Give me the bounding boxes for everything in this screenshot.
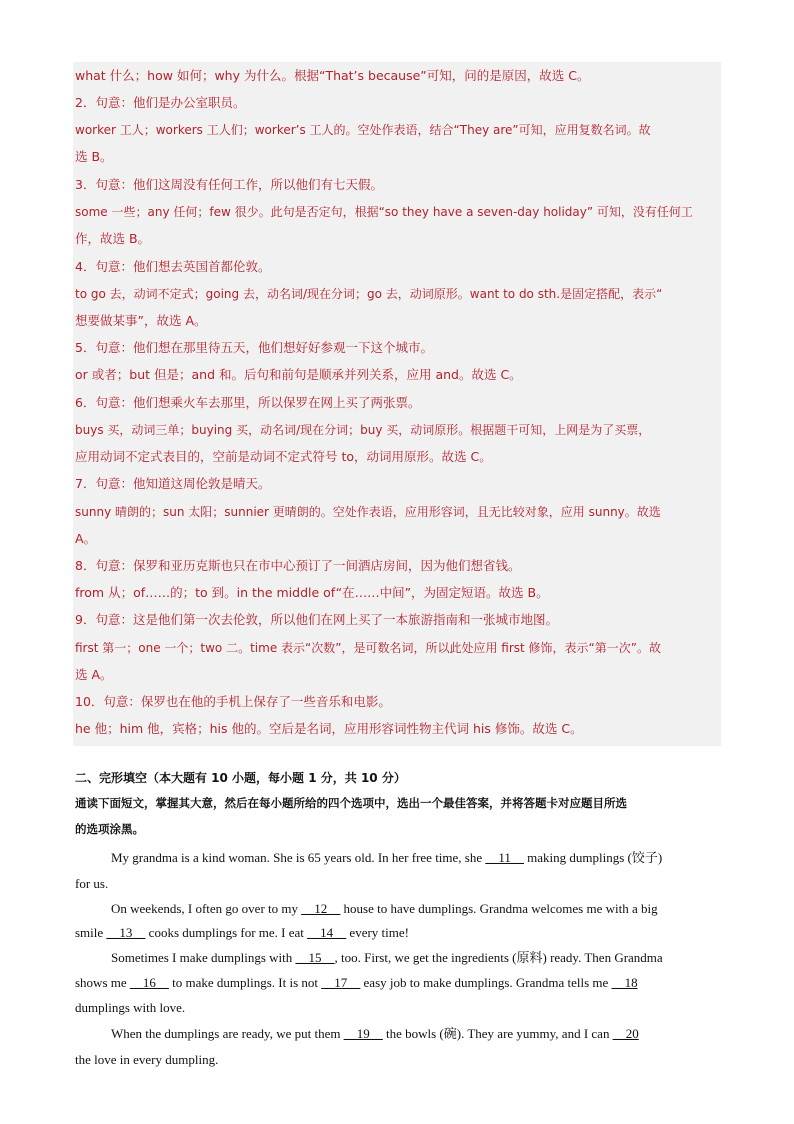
answer-line: what 什么；how 如何；why 为什么。根据“That’s because”可知，问的是原因，故选 C。 xyxy=(75,68,590,83)
answer-line: worker 工人；workers 工人们；worker’s 工人的。空处作表语，结合“They are”可知，应用复数名词。故 xyxy=(75,123,651,137)
answer-line: 8．句意：保罗和亚历克斯也只在市中心预订了一间酒店房间，因为他们想省钱。 xyxy=(75,558,521,573)
blank-20: __20 xyxy=(612,1026,639,1041)
blank-17: __17__ xyxy=(321,975,361,990)
answer-line: some 一些；any 任何；few 很少。此句是否定句，根据“so they have a seven-day holiday” 可知，没有任何工 xyxy=(75,205,693,219)
section-title: 二、完形填空（本大题有 10 小题，每小题 1 分，共 10 分） xyxy=(75,771,406,785)
answer-line: 3．句意：他们这周没有任何工作，所以他们有七天假。 xyxy=(75,177,383,192)
answer-line: or 或者；but 但是；and 和。后句和前句是顺承并列关系，应用 and。故选 C。 xyxy=(75,367,522,382)
blank-19: __19__ xyxy=(343,1026,383,1041)
section-instructions: 通读下面短文，掌握其大意，然后在每小题所给的四个选项中，选出一个最佳答案，并将答题卡对应题目所选 xyxy=(75,796,627,810)
answer-line: first 第一；one 一个；two 二。time 表示“次数”，是可数名词，所以此处应用 first 修饰，表示“第一次”。故 xyxy=(75,641,661,655)
blank-11: __11__ xyxy=(485,850,524,865)
passage-line: On weekends, I often go over to my __12__ house to have dumplings. Grandma welcomes me with a big xyxy=(111,901,658,916)
section-instructions: 的选项涂黑。 xyxy=(75,822,144,836)
blank-14: __14__ xyxy=(307,925,347,940)
blank-18: __18 xyxy=(611,975,638,990)
answer-line: 想要做某事”，故选 A。 xyxy=(75,313,207,328)
blank-15: __15__ xyxy=(295,950,335,965)
passage-line: My grandma is a kind woman. She is 65 years old. In her free time, she __11__ making dumplings (饺子) xyxy=(111,850,663,865)
answer-line: 10．句意：保罗也在他的手机上保存了一些音乐和电影。 xyxy=(75,694,391,709)
answer-line: he 他；him 他，宾格；his 他的。空后是名词，应用形容词性物主代词 his 修饰。故选 C。 xyxy=(75,721,583,736)
answer-line: 2．句意：他们是办公室职员。 xyxy=(75,95,246,110)
answer-line: 选 A。 xyxy=(75,667,113,682)
answer-line: buys 买，动词三单；buying 买，动名词/现在分词；buy 买，动词原形。根据题干可知，上网是为了买票， xyxy=(75,423,651,437)
answer-line: 选 B。 xyxy=(75,149,113,164)
passage-line: the love in every dumpling. xyxy=(75,1052,219,1067)
answer-line: 作，故选 B。 xyxy=(75,231,151,246)
answer-line: 应用动词不定式表目的，空前是动词不定式符号 to，动词用原形。故选 C。 xyxy=(75,449,492,464)
answer-line: 7．句意：他知道这周伦敦是晴天。 xyxy=(75,476,271,491)
blank-13: __13__ xyxy=(106,925,146,940)
answer-line: from 从；of……的；to 到。in the middle of“在……中间”，为固定短语。故选 B。 xyxy=(75,585,549,600)
answer-line: 6．句意：他们想乘火车去那里，所以保罗在网上买了两张票。 xyxy=(75,395,421,410)
answer-line: 4．句意：他们想去英国首都伦敦。 xyxy=(75,259,271,274)
passage-line: for us. xyxy=(75,876,109,891)
answer-line: A。 xyxy=(75,531,97,546)
answer-line: 5．句意：他们想在那里待五天，他们想好好参观一下这个城市。 xyxy=(75,340,433,355)
answer-line: sunny 晴朗的；sun 太阳；sunnier 更晴朗的。空处作表语，应用形容词，且无比较对象，应用 sunny。故选 xyxy=(75,505,661,519)
passage-line: When the dumplings are ready, we put them __19__ the bowls (碗). They are yummy, and I can __20 xyxy=(111,1026,639,1041)
passage-line: Sometimes I make dumplings with __15__, too. First, we get the ingredients (原料) ready. Then Grandma xyxy=(111,950,663,965)
passage-line: smile __13__ cooks dumplings for me. I eat __14__ every time! xyxy=(75,925,409,940)
blank-16: __16__ xyxy=(129,975,169,990)
passage-line: shows me __16__ to make dumplings. It is not __17__ easy job to make dumplings. Grandma tells me __18 xyxy=(75,975,638,990)
passage-line: dumplings with love. xyxy=(75,1000,186,1015)
blank-12: __12__ xyxy=(301,901,341,916)
answer-line: to go 去，动词不定式；going 去，动名词/现在分词；go 去，动词原形。want to do sth.是固定搭配，表示“ xyxy=(75,287,663,301)
answer-line: 9．句意：这是他们第一次去伦敦，所以他们在网上买了一本旅游指南和一张城市地图。 xyxy=(75,612,558,627)
